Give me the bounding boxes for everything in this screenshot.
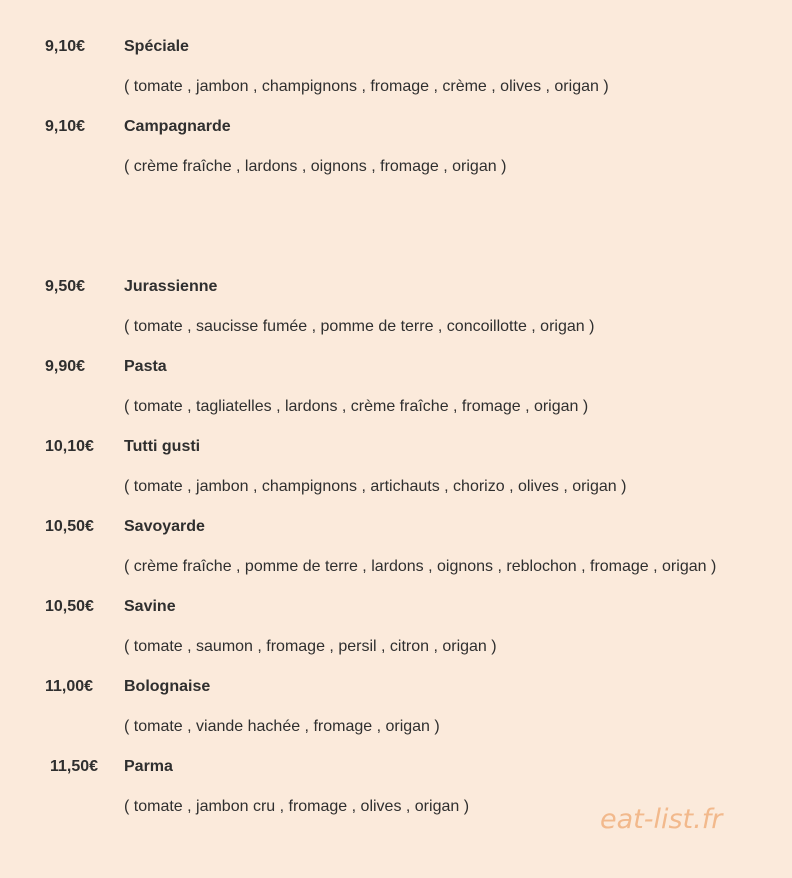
item-name: Tutti gusti: [124, 438, 201, 455]
item-ingredients: ( tomate , jambon cru , fromage , olives , origan ): [124, 798, 470, 815]
item-ingredients: ( tomate , saumon , fromage , persil , citron , origan ): [124, 638, 497, 655]
item-price: 9,10€: [45, 118, 86, 135]
item-price: 9,10€: [45, 38, 86, 55]
item-name: Pasta: [124, 358, 167, 375]
item-ingredients: ( tomate , jambon , champignons , artichauts , chorizo , olives , origan ): [124, 478, 627, 495]
item-ingredients: ( crème fraîche , lardons , oignons , fromage , origan ): [124, 158, 507, 175]
item-ingredients: ( crème fraîche , pomme de terre , lardons , oignons , reblochon , fromage , origan ): [124, 558, 717, 575]
item-price: 10,50€: [45, 518, 94, 535]
item-price: 9,50€: [45, 278, 86, 295]
item-price: 11,00€: [45, 678, 94, 695]
item-name: Spéciale: [124, 38, 189, 55]
item-ingredients: ( tomate , saucisse fumée , pomme de terre , concoillotte , origan ): [124, 318, 595, 335]
item-price: 11,50€: [50, 758, 99, 775]
item-price: 10,50€: [45, 598, 94, 615]
item-ingredients: ( tomate , tagliatelles , lardons , crème fraîche , fromage , origan ): [124, 398, 589, 415]
item-name: Bolognaise: [124, 678, 211, 695]
item-ingredients: ( tomate , viande hachée , fromage , origan ): [124, 718, 440, 735]
item-name: Savoyarde: [124, 518, 205, 535]
item-price: 10,10€: [45, 438, 94, 455]
watermark: eat-list.fr: [600, 804, 723, 835]
item-ingredients: ( tomate , jambon , champignons , fromage , crème , olives , origan ): [124, 78, 609, 95]
item-name: Campagnarde: [124, 118, 231, 135]
item-name: Savine: [124, 598, 176, 615]
item-price: 9,90€: [45, 358, 86, 375]
item-name: Jurassienne: [124, 278, 218, 295]
item-name: Parma: [124, 758, 173, 775]
